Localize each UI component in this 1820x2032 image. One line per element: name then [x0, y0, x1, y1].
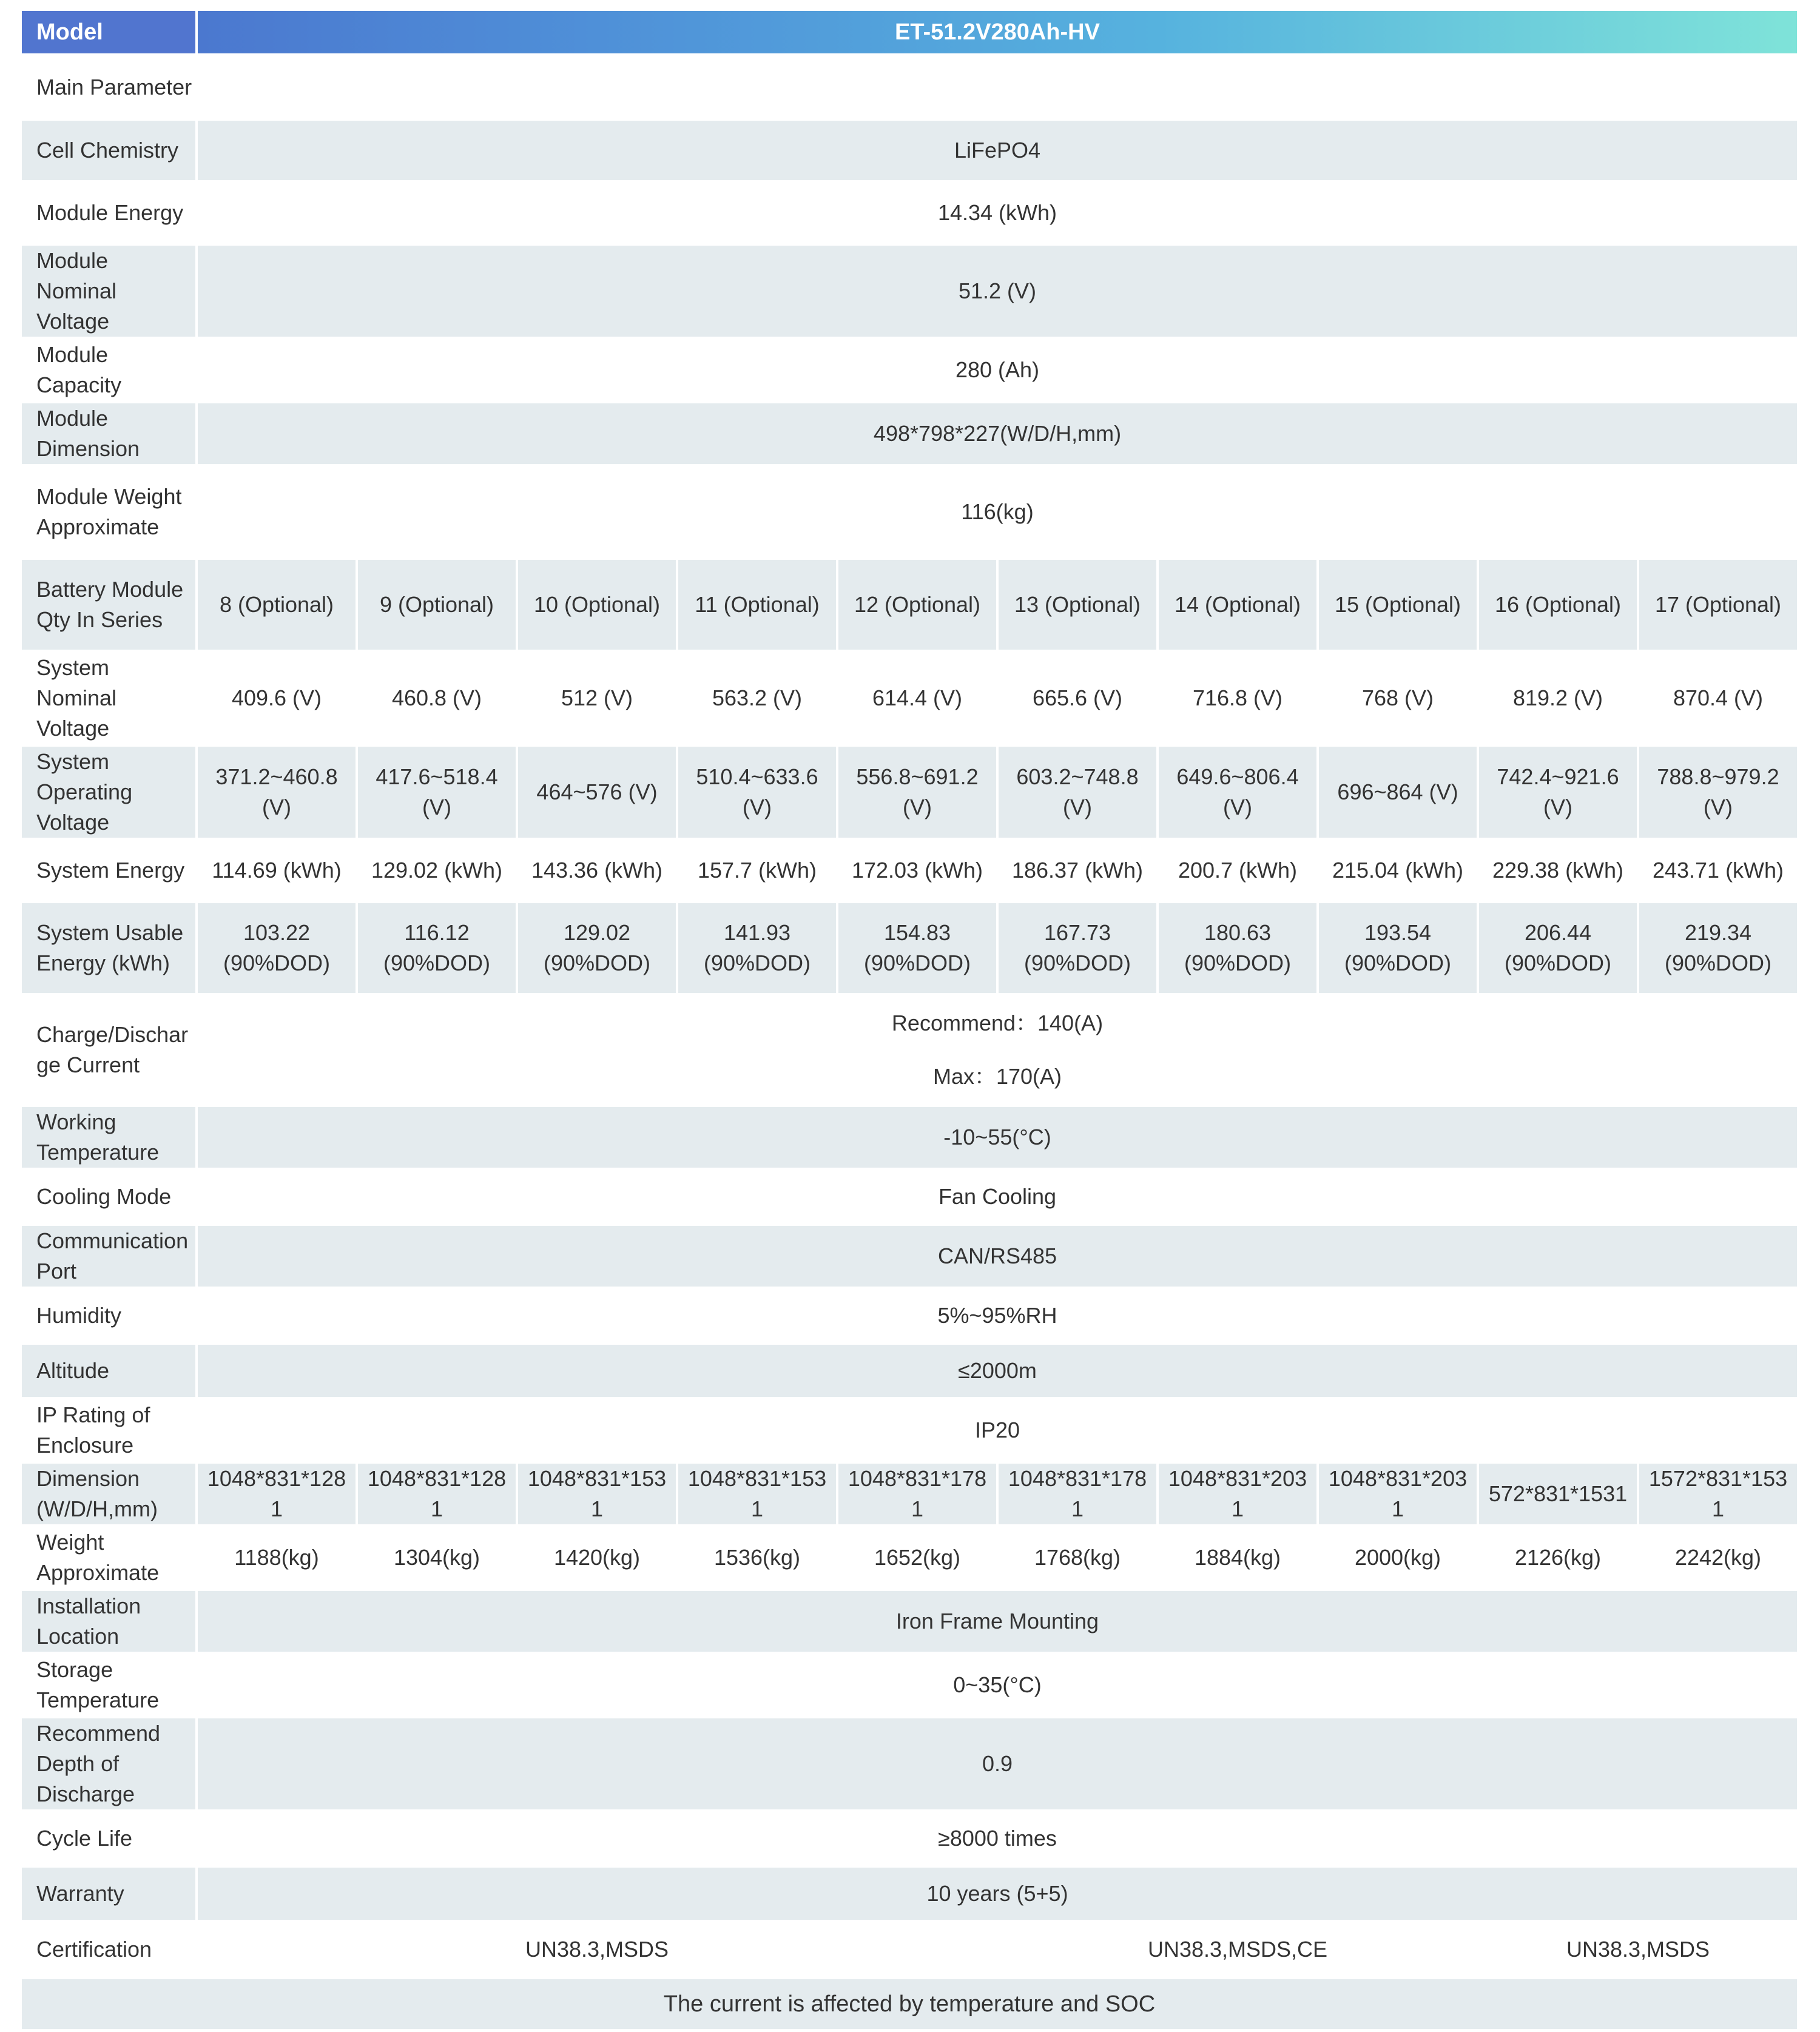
row-value: CAN/RS485	[198, 1226, 1797, 1287]
cell: 1536(kg)	[713, 1545, 801, 1570]
cell: 572*831*1531	[1479, 1464, 1637, 1524]
row-system-usable-energy	[22, 903, 1797, 993]
cell: 1048*831*1281	[358, 1464, 516, 1524]
cell: 154.83 (90%DOD)	[838, 903, 996, 993]
row-value: 0~35(°C)	[953, 1672, 1042, 1697]
cell: 742.4~921.6 (V)	[1479, 747, 1637, 838]
row-module-dimension	[22, 403, 1797, 464]
model-label: Model	[22, 11, 195, 53]
row-value: -10~55(°C)	[198, 1107, 1797, 1168]
footnote-row	[22, 1979, 1797, 2029]
row-label: Certification	[36, 1937, 152, 1962]
cell: 1048*831*1281	[198, 1464, 356, 1524]
row-label: System Operating Voltage	[22, 747, 195, 838]
cell: 417.6~518.4 (V)	[358, 747, 516, 838]
row-value: ≥8000 times	[938, 1826, 1057, 1851]
row-working-temperature	[22, 1107, 1797, 1168]
cell: 243.71 (kWh)	[1652, 858, 1784, 883]
cell: 1768(kg)	[1034, 1545, 1121, 1570]
cell: 1048*831*1531	[518, 1464, 676, 1524]
cell: 15 (Optional)	[1319, 560, 1477, 650]
max-current: Max：170(A)	[932, 1064, 1062, 1089]
cell: 870.4 (V)	[1673, 685, 1764, 710]
section-title: Main Parameter	[36, 74, 192, 99]
cell: 788.8~979.2 (V)	[1639, 747, 1797, 838]
cell: 464~576 (V)	[518, 747, 676, 838]
row-humidity	[22, 1290, 1797, 1342]
spec-table	[19, 8, 1799, 2032]
cell: 1048*831*1531	[678, 1464, 836, 1524]
row-label: Altitude	[22, 1345, 195, 1397]
row-warranty	[22, 1868, 1797, 1920]
cell: 116.12 (90%DOD)	[358, 903, 516, 993]
row-system-operating-voltage	[22, 747, 1797, 838]
row-label: Cooling Mode	[36, 1184, 172, 1209]
cell: 1048*831*2031	[1319, 1464, 1477, 1524]
row-value: 51.2 (V)	[198, 246, 1797, 337]
model-name: ET-51.2V280Ah-HV	[198, 11, 1797, 53]
cell: 1572*831*1531	[1639, 1464, 1797, 1524]
cell: 193.54 (90%DOD)	[1319, 903, 1477, 993]
cell: 215.04 (kWh)	[1332, 858, 1464, 883]
cell: 510.4~633.6 (V)	[678, 747, 836, 838]
row-value: LiFePO4	[198, 121, 1797, 180]
row-label: Storage Temperature	[36, 1657, 160, 1712]
spec-sheet	[22, 11, 1802, 2017]
row-module-qty	[22, 560, 1797, 650]
section-row	[22, 56, 1797, 118]
cell: 12 (Optional)	[838, 560, 996, 650]
row-label: IP Rating of Enclosure	[36, 1402, 150, 1458]
row-value: ≤2000m	[198, 1345, 1797, 1397]
row-value: Fan Cooling	[938, 1184, 1057, 1209]
row-weight	[22, 1527, 1797, 1588]
row-module-weight	[22, 467, 1797, 557]
cell: 157.7 (kWh)	[697, 858, 817, 883]
row-cycle-life	[22, 1812, 1797, 1865]
cell: 8 (Optional)	[198, 560, 356, 650]
cell: 512 (V)	[561, 685, 633, 710]
row-label: Dimension (W/D/H,mm)	[22, 1464, 195, 1524]
row-label: Module Energy	[36, 200, 184, 225]
cell: 167.73 (90%DOD)	[999, 903, 1156, 993]
row-cell-chemistry	[22, 121, 1797, 180]
row-label: System Nominal Voltage	[36, 655, 117, 741]
cell: 114.69 (kWh)	[212, 858, 342, 883]
row-value: 5%~95%RH	[937, 1303, 1057, 1328]
row-system-energy	[22, 841, 1797, 900]
row-label: Installation Location	[22, 1591, 195, 1652]
row-value: 498*798*227(W/D/H,mm)	[198, 403, 1797, 464]
row-value: 116(kg)	[961, 499, 1034, 524]
cell: 186.37 (kWh)	[1011, 858, 1144, 883]
cell: 563.2 (V)	[712, 685, 803, 710]
row-charge-current	[22, 996, 1797, 1104]
cell: 9 (Optional)	[358, 560, 516, 650]
cell: 614.4 (V)	[872, 685, 963, 710]
cell: 1188(kg)	[234, 1545, 319, 1570]
row-value: 0.9	[198, 1718, 1797, 1809]
row-label: Cycle Life	[36, 1826, 133, 1851]
cell: 143.36 (kWh)	[531, 858, 663, 883]
cell: 1884(kg)	[1194, 1545, 1281, 1570]
row-altitude	[22, 1345, 1797, 1397]
cell: 219.34 (90%DOD)	[1639, 903, 1797, 993]
cell: 180.63 (90%DOD)	[1159, 903, 1316, 993]
cell: 649.6~806.4 (V)	[1159, 747, 1316, 838]
cell: 1048*831*1781	[999, 1464, 1156, 1524]
row-label: Weight Approximate	[36, 1530, 160, 1585]
row-label: Recommend Depth of Discharge	[22, 1718, 195, 1809]
cell: 17 (Optional)	[1639, 560, 1797, 650]
row-communication-port	[22, 1226, 1797, 1287]
cell: 141.93 (90%DOD)	[678, 903, 836, 993]
row-label: Module Dimension	[22, 403, 195, 464]
row-label: Communication Port	[22, 1226, 195, 1287]
cell: 10 (Optional)	[518, 560, 676, 650]
cell: 2242(kg)	[1674, 1545, 1762, 1570]
row-label: System Energy	[36, 858, 185, 883]
row-ip-rating	[22, 1400, 1797, 1461]
row-depth-of-discharge	[22, 1718, 1797, 1809]
row-module-voltage	[22, 246, 1797, 337]
row-label: Module Nominal Voltage	[22, 246, 195, 337]
row-value: 14.34 (kWh)	[937, 200, 1057, 225]
current-values	[198, 996, 1797, 1104]
cell: 11 (Optional)	[678, 560, 836, 650]
cell: 409.6 (V)	[231, 685, 322, 710]
cell: 16 (Optional)	[1479, 560, 1637, 650]
row-label: Module Weight Approximate	[36, 484, 182, 539]
cell: 1304(kg)	[393, 1545, 480, 1570]
cell: 129.02 (90%DOD)	[518, 903, 676, 993]
cell: 129.02 (kWh)	[371, 858, 503, 883]
cell: 768 (V)	[1361, 685, 1434, 710]
cert-group-1: UN38.3,MSDS	[525, 1937, 669, 1962]
row-label: Battery Module Qty In Series	[22, 560, 195, 650]
cert-group-2: UN38.3,MSDS,CE	[1147, 1937, 1328, 1962]
row-storage-temperature	[22, 1655, 1797, 1715]
cell: 172.03 (kWh)	[851, 858, 983, 883]
cell: 696~864 (V)	[1319, 747, 1477, 838]
row-label: System Usable Energy (kWh)	[22, 903, 195, 993]
cell: 819.2 (V)	[1512, 685, 1603, 710]
row-label: Cell Chemistry	[22, 121, 195, 180]
row-label: Warranty	[22, 1868, 195, 1920]
cell: 1048*831*2031	[1159, 1464, 1316, 1524]
row-certification	[22, 1923, 1797, 1976]
cell: 2126(kg)	[1514, 1545, 1602, 1570]
row-system-nominal-voltage	[22, 653, 1797, 744]
row-label: Module Capacity	[36, 342, 122, 397]
row-label: Humidity	[36, 1303, 122, 1328]
cell: 1048*831*1781	[838, 1464, 996, 1524]
cell: 371.2~460.8 (V)	[198, 747, 356, 838]
row-module-capacity	[22, 340, 1797, 400]
cell: 1652(kg)	[874, 1545, 961, 1570]
row-dimension	[22, 1464, 1797, 1524]
cell: 2000(kg)	[1354, 1545, 1441, 1570]
cell: 460.8 (V)	[391, 685, 482, 710]
cell: 200.7 (kWh)	[1178, 858, 1298, 883]
cell: 556.8~691.2 (V)	[838, 747, 996, 838]
row-cooling-mode	[22, 1171, 1797, 1223]
row-value: 10 years (5+5)	[198, 1868, 1797, 1920]
header-row	[22, 11, 1797, 53]
cell: 603.2~748.8 (V)	[999, 747, 1156, 838]
cell: 1420(kg)	[553, 1545, 641, 1570]
cell: 665.6 (V)	[1032, 685, 1123, 710]
cell: 14 (Optional)	[1159, 560, 1316, 650]
footnote: The current is affected by temperature and SOC	[22, 1979, 1797, 2029]
cell: 229.38 (kWh)	[1492, 858, 1624, 883]
cell: 103.22 (90%DOD)	[198, 903, 356, 993]
row-label: Working Temperature	[22, 1107, 195, 1168]
recommend-current: Recommend：140(A)	[891, 1011, 1104, 1035]
cell: 206.44 (90%DOD)	[1479, 903, 1637, 993]
cell: 13 (Optional)	[999, 560, 1156, 650]
cert-group-3: UN38.3,MSDS	[1566, 1937, 1710, 1962]
row-installation-location	[22, 1591, 1797, 1652]
cell: 716.8 (V)	[1192, 685, 1283, 710]
row-module-energy	[22, 183, 1797, 243]
row-value: IP20	[974, 1418, 1020, 1442]
row-value: 280 (Ah)	[955, 357, 1040, 382]
row-value: Iron Frame Mounting	[198, 1591, 1797, 1652]
row-label: Charge/Discharge Current	[36, 1022, 189, 1077]
